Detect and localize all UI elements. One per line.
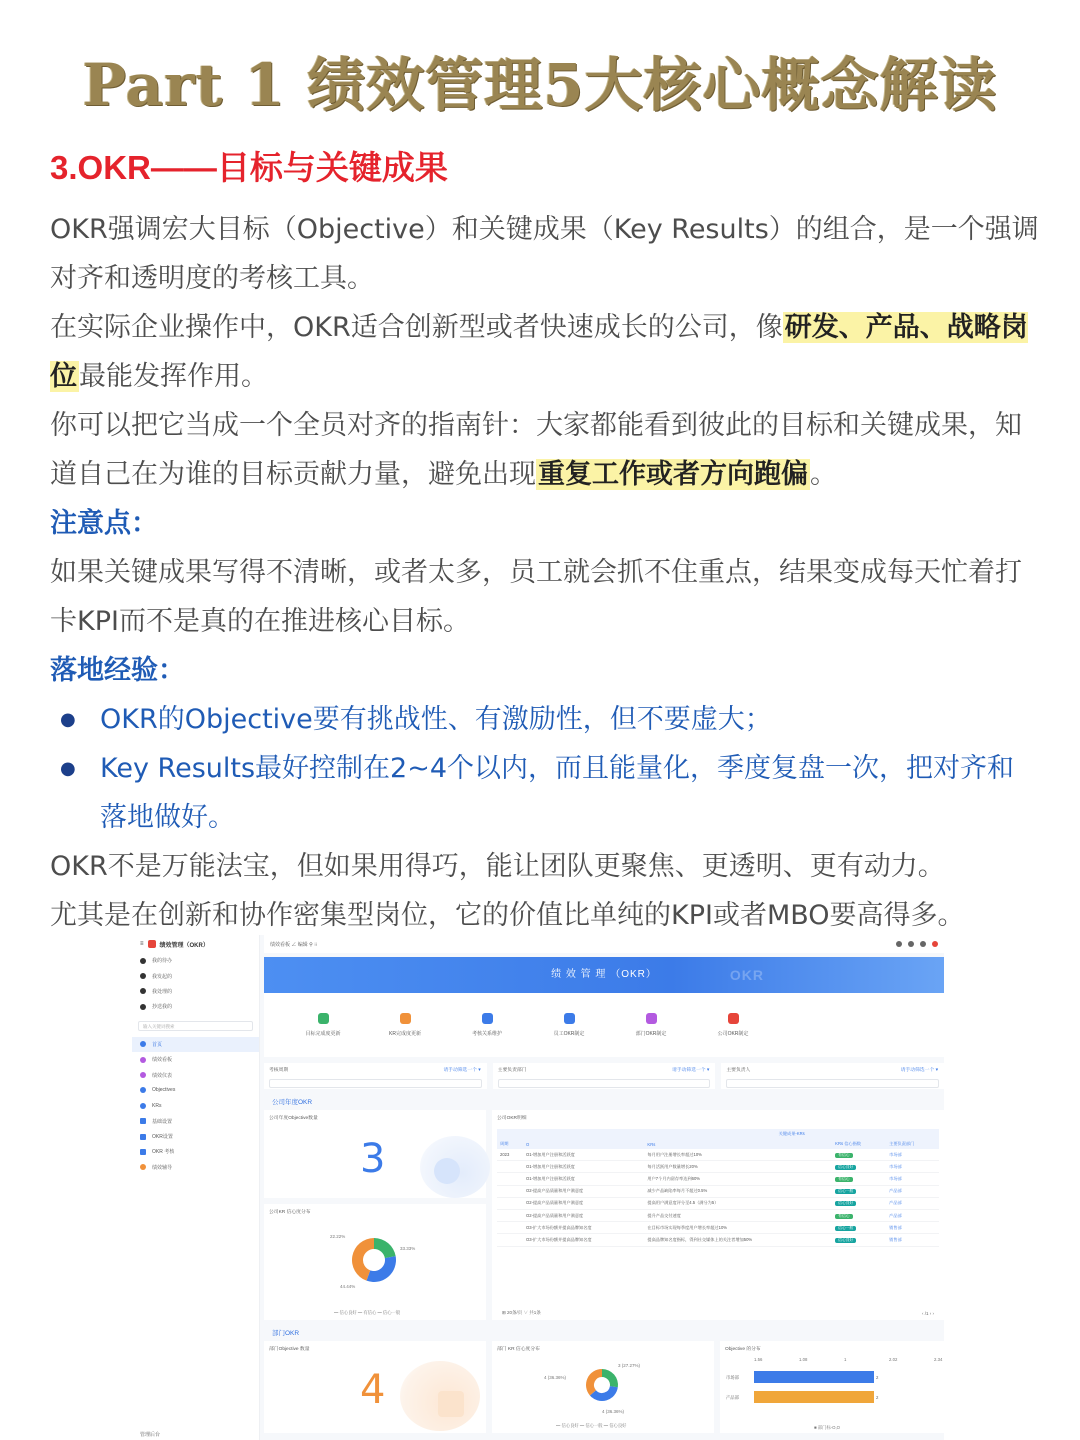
list-item: ● Key Results最好控制在2~4个以内，而且能量化，季度复盘一次，把对齐和落地做好。 xyxy=(50,744,1040,842)
table-cell xyxy=(832,1161,886,1173)
company-okr-row xyxy=(264,1110,944,1320)
table-cell: O2-提高产品质量和用户满意度 xyxy=(523,1209,644,1221)
quick-action-label: 考核关系维护 xyxy=(471,1031,502,1037)
dept-confidence-card xyxy=(492,1341,714,1433)
table-row[interactable] xyxy=(497,1197,939,1209)
department-select[interactable] xyxy=(498,1079,711,1088)
quick-action-1[interactable] xyxy=(364,1013,446,1037)
axis-tick-label: 2.02 xyxy=(889,1357,898,1362)
table-cell: O2-提高产品质量和用户满意度 xyxy=(523,1197,644,1209)
pulse-icon xyxy=(438,1391,464,1417)
sidebar-item-settings[interactable] xyxy=(132,1114,259,1129)
quick-action-icon xyxy=(318,1013,329,1024)
pie-slice[interactable] xyxy=(366,1256,396,1282)
table-cell: 销售部 xyxy=(886,1222,939,1234)
sidebar-item-todo[interactable] xyxy=(132,953,259,968)
table-cell: 产品部 xyxy=(886,1197,939,1209)
pie-label: 44.44% xyxy=(340,1284,356,1289)
avatar[interactable] xyxy=(932,941,938,947)
pie-legend: ━ 信心良好 ━ 有信心 ━ 信心一般 xyxy=(334,1310,401,1315)
sidebar-item-label: 基础设置 xyxy=(152,1118,173,1125)
confidence-tag: 信心良好 xyxy=(835,1238,856,1243)
table-cell: O1-增加用户注册和活跃度 xyxy=(523,1173,644,1185)
filter-bar xyxy=(264,1063,944,1089)
table-group-header: 关键成果-KRs xyxy=(644,1129,939,1139)
sidebar-item-label: 绩效辅导 xyxy=(152,1164,173,1171)
banner-watermark: OKR xyxy=(729,967,764,983)
dashboard-banner xyxy=(264,957,944,993)
objective-distribution-chart xyxy=(724,1353,944,1427)
paragraph-intro: OKR强调宏大目标（Objective）和关键成果（Key Results）的组合，是一个强调对齐和透明度的考核工具。 xyxy=(50,214,1039,294)
board-icon xyxy=(140,1057,146,1063)
filter-owner[interactable] xyxy=(721,1063,944,1089)
notes-heading: 注意点： xyxy=(50,508,158,539)
company-confidence-pie xyxy=(270,1218,480,1308)
confidence-tag: 信心良好 xyxy=(835,1165,856,1170)
sidebar-item-label: 我处理的 xyxy=(152,988,173,995)
table-cell: 市场部 xyxy=(886,1149,939,1161)
dept-confidence-pie xyxy=(498,1353,708,1423)
dept-objective-card xyxy=(264,1341,486,1433)
sidebar-search-input[interactable]: 输入关键词搜索 xyxy=(138,1021,253,1031)
bar-value-label: 2 xyxy=(876,1375,879,1380)
bar-legend: ■ 部门标-O,O xyxy=(814,1425,840,1430)
table-cell: 用户7个月内留存率达到60% xyxy=(644,1173,832,1185)
axis-tick-label: 1.56 xyxy=(754,1357,763,1362)
quick-action-icon xyxy=(646,1013,657,1024)
usage-text-end: 最能发挥作用。 xyxy=(79,361,268,392)
notes-text: 如果关键成果写得不清晰，或者太多，员工就会抓不住重点，结果变成每天忙着打卡KPI而不是真的在推进核心目标。 xyxy=(50,557,1022,637)
paragraph-conclusion-2: 尤其是在创新和协作密集型岗位，它的价值比单纯的KPI或者MBO要高得多。 xyxy=(50,900,965,931)
cloud-icon xyxy=(434,1158,460,1184)
sidebar-item-objectives[interactable] xyxy=(132,1083,259,1098)
sidebar-item-initiated[interactable] xyxy=(132,968,259,983)
sidebar-item-okr-review[interactable] xyxy=(132,1144,259,1159)
table-cell: 市场部 xyxy=(886,1173,939,1185)
table-row[interactable] xyxy=(497,1222,939,1234)
bar[interactable] xyxy=(754,1391,874,1403)
filter-department[interactable] xyxy=(493,1063,716,1089)
period-select[interactable] xyxy=(269,1079,482,1088)
folder-icon xyxy=(140,1118,146,1124)
key-icon xyxy=(140,1103,146,1109)
sidebar-item-label: 我发起的 xyxy=(152,973,173,980)
okr-dashboard-screenshot xyxy=(132,935,944,1440)
quick-action-label: 目标完成度更新 xyxy=(305,1031,341,1037)
confidence-tag: 信心一般 xyxy=(835,1189,856,1194)
filter-period[interactable] xyxy=(264,1063,487,1089)
app-logo-icon xyxy=(148,940,156,948)
sidebar-header xyxy=(132,935,259,953)
notification-icon[interactable] xyxy=(896,941,902,947)
table-cell xyxy=(832,1234,886,1246)
pie-label: 22.22% xyxy=(330,1234,346,1239)
quick-action-2[interactable] xyxy=(446,1013,528,1037)
table-header[interactable]: 主要负责部门 xyxy=(886,1139,939,1149)
filter-label: 主要负责人 xyxy=(726,1068,751,1073)
bar[interactable] xyxy=(754,1371,874,1383)
paragraph-usage xyxy=(50,303,1040,401)
table-header[interactable]: KRs 信心指数 xyxy=(832,1139,886,1149)
coaching-icon xyxy=(140,1164,146,1170)
pie-slice[interactable] xyxy=(602,1369,618,1387)
table-row[interactable] xyxy=(497,1185,939,1197)
pie-slice[interactable] xyxy=(374,1238,396,1258)
okr-table xyxy=(497,1129,939,1247)
paragraph-conclusion: OKR不是万能法宝，但如果用得巧，能让团队更聚焦、更透明、更有动力。 xyxy=(50,851,945,882)
axis-tick-label: 2.34 xyxy=(934,1357,943,1362)
card-label: Objective 的分布 xyxy=(725,1347,761,1352)
pagination-size[interactable]: ⊞ 20条/页 ∨ 共1条 xyxy=(502,1310,541,1315)
table-cell xyxy=(497,1185,523,1197)
filter-label: 主要负责部门 xyxy=(497,1068,527,1073)
paragraph-compass xyxy=(50,401,1040,499)
quick-actions xyxy=(264,993,944,1057)
dept-objective-count: 4 xyxy=(360,1367,386,1413)
bar-category-label: 市场部 xyxy=(726,1375,739,1380)
table-cell xyxy=(832,1197,886,1209)
banner-title: 绩 效 管 理 （OKR） xyxy=(551,969,657,980)
sidebar-item-handled[interactable] xyxy=(132,984,259,999)
section-subtitle: 3.OKR——目标与关键成果 xyxy=(50,149,448,186)
bar-value-label: 2 xyxy=(876,1395,879,1400)
company-left-column xyxy=(264,1110,486,1320)
highlight-avoid: 重复工作或者方向跑偏 xyxy=(538,459,808,490)
card-label: 公司OKR明细 xyxy=(497,1116,527,1121)
sidebar-item-gauge[interactable] xyxy=(132,1067,259,1082)
highlight-roles: 研发、产品、战略岗位 xyxy=(50,312,1028,392)
filter-hint: 请手动筛选一个 ▾ xyxy=(443,1068,481,1073)
quick-action-label: 员工OKR制定 xyxy=(553,1031,585,1037)
table-cell xyxy=(832,1209,886,1221)
table-cell: 提高用户满意度评分至4.5（满分为5） xyxy=(644,1197,832,1209)
experience-list xyxy=(50,695,1040,842)
list-item: ● OKR的Objective要有挑战性、有激励性，但不要虚大； xyxy=(50,695,1040,744)
objective-distribution-card xyxy=(720,1341,944,1433)
table-header[interactable]: KRs xyxy=(644,1139,832,1149)
page-title: Part 1 绩效管理5大核心概念解读 xyxy=(82,51,998,119)
company-objective-count: 3 xyxy=(360,1136,386,1182)
table-cell: 在目标市场实现每季度用户增长率超过10% xyxy=(644,1222,832,1234)
sidebar-item-okr-settings[interactable] xyxy=(132,1129,259,1144)
bell-icon xyxy=(140,958,146,964)
table-cell: 销售部 xyxy=(886,1234,939,1246)
table-cell xyxy=(497,1222,523,1234)
home-icon xyxy=(140,1041,146,1047)
sidebar-item-home[interactable] xyxy=(132,1037,259,1052)
sidebar-item-label: Objectives xyxy=(152,1087,176,1094)
confidence-tag: 有信心 xyxy=(835,1214,852,1219)
pie-slice[interactable] xyxy=(586,1369,602,1395)
sidebar-item-label: 绩效看板 xyxy=(152,1057,173,1064)
table-row[interactable] xyxy=(497,1173,939,1185)
sidebar-item-krs[interactable] xyxy=(132,1098,259,1113)
quick-action-icon xyxy=(400,1013,411,1024)
sidebar-item-label: 我的待办 xyxy=(152,958,173,965)
sidebar-item-label: 首页 xyxy=(152,1041,163,1048)
article-body xyxy=(50,205,1040,940)
send-icon xyxy=(140,1004,146,1010)
quick-action-icon xyxy=(728,1013,739,1024)
target-icon xyxy=(140,1087,146,1093)
sidebar-item-label: 绩效仪表 xyxy=(152,1072,173,1079)
table-cell: O3-扩大市场份额并提高品牌知名度 xyxy=(523,1234,644,1246)
confidence-tag: 有信心 xyxy=(835,1177,852,1182)
table-cell: 产品部 xyxy=(886,1185,939,1197)
table-cell xyxy=(832,1149,886,1161)
sidebar-item-coaching[interactable] xyxy=(132,1160,259,1175)
table-cell xyxy=(832,1185,886,1197)
compass-text-end: 。 xyxy=(810,459,837,490)
settings-icon[interactable] xyxy=(908,941,914,947)
quick-action-5[interactable] xyxy=(692,1013,774,1037)
table-header-spacer xyxy=(497,1129,644,1139)
table-header[interactable]: O xyxy=(523,1139,644,1149)
sidebar-item-cc[interactable] xyxy=(132,999,259,1014)
quick-action-4[interactable] xyxy=(610,1013,692,1037)
plus-icon xyxy=(140,973,146,979)
filter-hint: 请手动筛选一个 ▾ xyxy=(672,1068,710,1073)
table-cell: 提升产品交付速度 xyxy=(644,1209,832,1221)
company-confidence-card xyxy=(264,1204,486,1320)
sidebar-footer-admin[interactable]: 管理后台 xyxy=(140,1432,161,1438)
owner-select[interactable] xyxy=(726,1079,939,1088)
quick-action-3[interactable] xyxy=(528,1013,610,1037)
company-objective-card xyxy=(264,1110,486,1198)
company-okr-table-card xyxy=(492,1110,944,1320)
confidence-tag: 信心良好 xyxy=(835,1201,856,1206)
table-cell xyxy=(497,1209,523,1221)
folder-icon xyxy=(140,1134,146,1140)
dashboard-main xyxy=(264,935,944,1440)
sidebar xyxy=(132,935,260,1440)
axis-tick-label: 1 xyxy=(844,1357,847,1362)
dept-okr-heading: 部门OKR xyxy=(272,1330,300,1337)
table-cell xyxy=(497,1161,523,1173)
table-row[interactable] xyxy=(497,1161,939,1173)
card-label: 公司KR 信心度分布 xyxy=(269,1210,311,1215)
quick-action-label: KR完成度更新 xyxy=(389,1031,421,1037)
table-header[interactable]: 周期 xyxy=(497,1139,523,1149)
table-cell: O2-提高产品质量和用户满意度 xyxy=(523,1185,644,1197)
table-cell: O3-扩大市场份额并提高品牌知名度 xyxy=(523,1222,644,1234)
card-label: 公司年度Objective数量 xyxy=(269,1116,318,1121)
confidence-tag: 信心一般 xyxy=(835,1226,856,1231)
table-cell: 市场部 xyxy=(886,1161,939,1173)
card-label: 部门Objective 数量 xyxy=(269,1347,310,1352)
dept-okr-row xyxy=(264,1341,944,1433)
table-cell: O1-增加用户注册和活跃度 xyxy=(523,1149,644,1161)
help-icon[interactable] xyxy=(920,941,926,947)
check-icon xyxy=(140,988,146,994)
quick-action-icon xyxy=(482,1013,493,1024)
sidebar-item-board[interactable] xyxy=(132,1052,259,1067)
table-cell: 2023 xyxy=(497,1149,523,1161)
topbar-tabs[interactable]: 绩效看板 ∠ 编辑 ⚲ ⁝⁝ xyxy=(270,941,318,948)
table-row[interactable] xyxy=(497,1209,939,1221)
folder-icon xyxy=(140,1149,146,1155)
quick-action-icon xyxy=(564,1013,575,1024)
pie-label: 3 (27.27%) xyxy=(618,1363,641,1368)
quick-action-label: 部门OKR制定 xyxy=(635,1031,667,1037)
topbar-icons xyxy=(896,941,938,947)
gauge-icon xyxy=(140,1072,146,1078)
table-row[interactable] xyxy=(497,1149,939,1161)
table-cell xyxy=(497,1173,523,1185)
okr-table-body xyxy=(497,1149,939,1246)
pie-label: 4 (36.36%) xyxy=(544,1375,567,1380)
table-cell xyxy=(497,1197,523,1209)
quick-action-label: 公司OKR制定 xyxy=(717,1031,749,1037)
table-cell: 每月用户注册增长率超过10% xyxy=(644,1149,832,1161)
sidebar-item-label: OKR 考核 xyxy=(152,1149,175,1156)
app-title: 绩效管理（OKR） xyxy=(159,942,209,949)
pie-legend: ━ 信心良好 ━ 信心一般 ━ 信心良好 xyxy=(556,1423,627,1428)
table-cell: 每月活跃用户数量增长20% xyxy=(644,1161,832,1173)
table-cell: 产品部 xyxy=(886,1209,939,1221)
sidebar-item-label: KRs xyxy=(152,1102,162,1109)
topbar xyxy=(264,935,944,953)
table-row[interactable] xyxy=(497,1234,939,1246)
table-cell: O1-增加用户注册和活跃度 xyxy=(523,1161,644,1173)
table-cell xyxy=(832,1222,886,1234)
filter-label: 考核周期 xyxy=(269,1068,289,1073)
pagination-nav[interactable]: ‹ /1 ‹ › xyxy=(922,1311,934,1316)
experience-heading: 落地经验： xyxy=(50,655,185,686)
confidence-tag: 有信心 xyxy=(835,1153,852,1158)
company-okr-heading: 公司年度OKR xyxy=(272,1099,313,1106)
card-label: 部门 KR 信心度分布 xyxy=(497,1347,540,1352)
bar-category-label: 产品部 xyxy=(726,1395,739,1400)
table-cell xyxy=(832,1173,886,1185)
filter-hint: 请手动筛选一个 ▾ xyxy=(900,1068,939,1073)
pie-label: 33.33% xyxy=(400,1246,416,1251)
axis-tick-label: 1.08 xyxy=(799,1357,808,1362)
table-cell: 减少产品缺陷率每月不超过0.5% xyxy=(644,1185,832,1197)
menu-icon[interactable]: ≡ xyxy=(140,941,144,947)
sidebar-item-label: OKR设置 xyxy=(152,1134,173,1141)
table-cell xyxy=(497,1234,523,1246)
compass-text: 你可以把它当成一个全员对齐的指南针：大家都能看到彼此的目标和关键成果，知道自己在为谁的目标贡献力量，避免出现 xyxy=(50,410,1022,490)
pie-label: 4 (36.36%) xyxy=(602,1409,625,1414)
quick-action-0[interactable] xyxy=(282,1013,364,1037)
usage-text: 在实际企业操作中，OKR适合创新型或者快速成长的公司，像 xyxy=(50,312,783,343)
table-cell: 提高品牌知名度指标，得到社交媒体上的关注者增加50% xyxy=(644,1234,832,1246)
sidebar-item-label: 抄送我的 xyxy=(152,1004,173,1011)
